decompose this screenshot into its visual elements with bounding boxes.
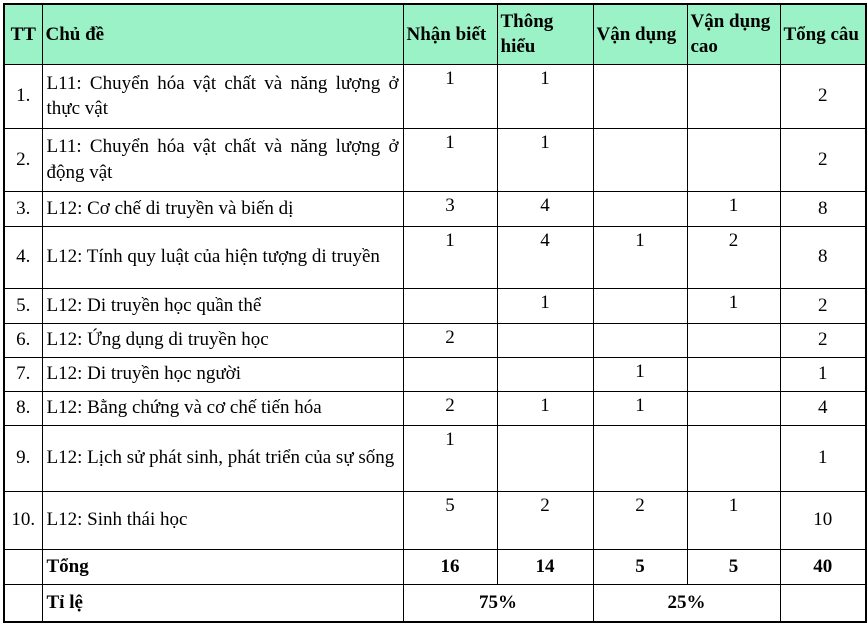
row-index: 6.: [4, 323, 42, 357]
summary-th: 14: [497, 549, 593, 584]
row-th: 1: [497, 128, 593, 191]
row-vdc: [687, 357, 780, 391]
row-vdc: 1: [687, 191, 780, 226]
row-index: 5.: [4, 288, 42, 323]
summary-nb: 16: [403, 549, 497, 584]
row-index: 2.: [4, 128, 42, 191]
row-vd: 1: [593, 391, 687, 425]
row-topic: L12: Tính quy luật của hiện tượng di truyền: [42, 226, 403, 288]
row-total: 8: [780, 226, 866, 288]
ratio-tt: [4, 584, 42, 622]
row-vdc: 2: [687, 226, 780, 288]
row-total: 8: [780, 191, 866, 226]
row-total: 1: [780, 357, 866, 391]
summary-row: [4, 549, 866, 584]
ratio-right-value: 25%: [593, 584, 780, 622]
row-topic: L12: Sinh thái học: [42, 491, 403, 549]
row-nb: [403, 288, 497, 323]
row-vd: 2: [593, 491, 687, 549]
row-index: 4.: [4, 226, 42, 288]
row-index: 3.: [4, 191, 42, 226]
row-nb: 1: [403, 128, 497, 191]
row-total: 10: [780, 491, 866, 549]
row-vdc: [687, 425, 780, 491]
row-index: 1.: [4, 64, 42, 128]
row-index: 7.: [4, 357, 42, 391]
row-th: 2: [497, 491, 593, 549]
row-th: 1: [497, 64, 593, 128]
row-vdc: [687, 64, 780, 128]
row-nb: 5: [403, 491, 497, 549]
summary-label: Tổng: [42, 549, 403, 584]
row-vdc: 1: [687, 491, 780, 549]
row-vd: [593, 323, 687, 357]
header-row: [4, 4, 866, 64]
row-total: 2: [780, 64, 866, 128]
table-row: [4, 64, 866, 128]
summary-total: 40: [780, 549, 866, 584]
ratio-row: [4, 584, 866, 622]
header-cell-nhan-biet: Nhận biết: [403, 4, 497, 64]
row-th: 4: [497, 191, 593, 226]
row-topic: L12: Bằng chứng và cơ chế tiến hóa: [42, 391, 403, 425]
row-th: 1: [497, 288, 593, 323]
row-vd: [593, 64, 687, 128]
row-index: 10.: [4, 491, 42, 549]
row-total: 2: [780, 323, 866, 357]
row-topic: L12: Ứng dụng di truyền học: [42, 323, 403, 357]
row-th: 1: [497, 391, 593, 425]
table-row: [4, 425, 866, 491]
table-row: [4, 128, 866, 191]
table-row: [4, 357, 866, 391]
row-th: 4: [497, 226, 593, 288]
ratio-total: [780, 584, 866, 622]
table-row: [4, 226, 866, 288]
summary-tt: [4, 549, 42, 584]
row-nb: 3: [403, 191, 497, 226]
header-cell-van-dung-cao: Vận dụng cao: [687, 4, 780, 64]
row-vd: [593, 128, 687, 191]
row-total: 1: [780, 425, 866, 491]
table-row: [4, 391, 866, 425]
summary-vdc: 5: [687, 549, 780, 584]
row-total: 2: [780, 128, 866, 191]
exam-matrix-table: [3, 3, 867, 623]
table-row: [4, 323, 866, 357]
header-cell-topic: Chủ đề: [42, 4, 403, 64]
row-vdc: [687, 323, 780, 357]
row-topic: L12: Cơ chế di truyền và biến dị: [42, 191, 403, 226]
row-th: [497, 323, 593, 357]
row-vdc: [687, 128, 780, 191]
row-total: 4: [780, 391, 866, 425]
row-nb: 1: [403, 425, 497, 491]
row-nb: 2: [403, 323, 497, 357]
row-vdc: 1: [687, 288, 780, 323]
ratio-label: Tỉ lệ: [42, 584, 403, 622]
row-topic: L11: Chuyển hóa vật chất và năng lượng ở thực vật: [42, 64, 403, 128]
header-cell-van-dung: Vận dụng: [593, 4, 687, 64]
row-vd: 1: [593, 357, 687, 391]
row-topic: L12: Lịch sử phát sinh, phát triển của sự sống: [42, 425, 403, 491]
row-th: [497, 357, 593, 391]
header-cell-tt: TT: [4, 4, 42, 64]
row-topic: L12: Di truyền học quần thể: [42, 288, 403, 323]
row-nb: 2: [403, 391, 497, 425]
table-row: [4, 491, 866, 549]
row-nb: 1: [403, 226, 497, 288]
row-total: 2: [780, 288, 866, 323]
row-nb: [403, 357, 497, 391]
row-nb: 1: [403, 64, 497, 128]
table-row: [4, 191, 866, 226]
row-vd: [593, 288, 687, 323]
row-vd: 1: [593, 226, 687, 288]
row-index: 8.: [4, 391, 42, 425]
summary-vd: 5: [593, 549, 687, 584]
row-vd: [593, 425, 687, 491]
row-vdc: [687, 391, 780, 425]
row-topic: L12: Di truyền học người: [42, 357, 403, 391]
ratio-left-value: 75%: [403, 584, 593, 622]
table-row: [4, 288, 866, 323]
row-topic: L11: Chuyển hóa vật chất và năng lượng ở động vật: [42, 128, 403, 191]
row-th: [497, 425, 593, 491]
row-index: 9.: [4, 425, 42, 491]
row-vd: [593, 191, 687, 226]
header-cell-thong-hieu: Thông hiểu: [497, 4, 593, 64]
header-cell-tong-cau: Tổng câu: [780, 4, 866, 64]
